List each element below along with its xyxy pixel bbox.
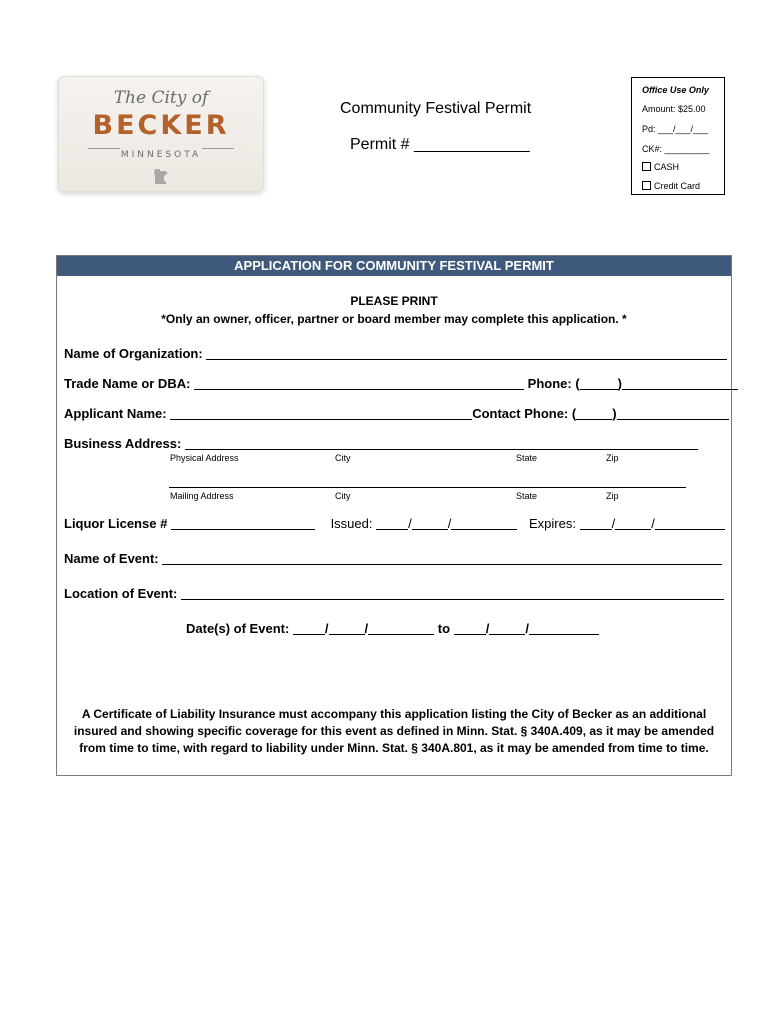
cash-label: CASH (654, 162, 680, 172)
business-address-row (64, 436, 698, 451)
zip-caption-2: Zip (606, 491, 619, 501)
minnesota-shape-icon (152, 168, 170, 186)
liquor-license-label: Liquor License # (64, 516, 168, 531)
event-dates-label: Date(s) of Event: (186, 621, 290, 636)
mailing-address-input[interactable] (169, 487, 686, 488)
expires-slash-1: / (611, 516, 616, 531)
logo-rule-left (88, 148, 120, 149)
business-address-label: Business Address: (64, 436, 182, 451)
expires-month-input[interactable] (580, 516, 612, 530)
office-check-number: CK#: _________ (642, 144, 710, 154)
state-caption: State (516, 453, 538, 463)
expires-slash-2: / (651, 516, 655, 531)
physical-address-input[interactable] (185, 436, 698, 450)
physical-address-caption: Physical Address (170, 453, 239, 463)
application-banner: APPLICATION FOR COMMUNITY FESTIVAL PERMIT (57, 256, 731, 276)
issued-slash-1: / (408, 516, 412, 531)
application-panel (56, 255, 732, 776)
cash-checkbox[interactable] (642, 162, 651, 171)
to-label: to (437, 621, 451, 636)
logo-script-line: The City of (113, 88, 209, 108)
page-title: Community Festival Permit (340, 100, 532, 117)
insurance-notice-line-2: insured and showing specific coverage for this event as defined in Minn. Stat. § 340A.409, as it may be amended (73, 724, 715, 738)
contact-phone-number-input[interactable] (617, 406, 729, 420)
insurance-notice-line-3: from time to time, with regard to liability under Minn. Stat. § 340A.801, as it may be amended from time to time. (79, 741, 709, 755)
event-location-row (64, 586, 724, 601)
contact-phone-label: Contact Phone: ( (472, 406, 577, 421)
event-name-row (64, 551, 722, 566)
office-credit-option[interactable] (642, 181, 700, 191)
office-cash-option[interactable] (642, 162, 679, 172)
start-month-input[interactable] (293, 621, 325, 635)
city-logo (58, 76, 264, 192)
start-slash-1: / (324, 621, 329, 636)
applicant-row (64, 406, 729, 421)
office-use-heading: Office Use Only (642, 85, 709, 95)
credit-card-checkbox[interactable] (642, 181, 651, 190)
office-use-box (631, 77, 725, 195)
liquor-license-input[interactable] (171, 516, 315, 530)
start-day-input[interactable] (329, 621, 365, 635)
dba-label: Trade Name or DBA: (64, 376, 191, 391)
event-location-input[interactable] (181, 586, 724, 600)
phone-number-input[interactable] (622, 376, 738, 390)
end-slash-1: / (485, 621, 490, 636)
city-caption-2: City (335, 491, 351, 501)
office-amount: Amount: $25.00 (642, 104, 706, 114)
end-slash-2: / (525, 621, 529, 636)
start-slash-2: / (364, 621, 369, 636)
applicant-input[interactable] (170, 406, 472, 420)
event-name-input[interactable] (162, 551, 722, 565)
expires-label: Expires: (528, 516, 576, 531)
issued-year-input[interactable] (451, 516, 517, 530)
issued-day-input[interactable] (412, 516, 448, 530)
dba-input[interactable] (194, 376, 524, 390)
credit-card-label: Credit Card (654, 181, 701, 191)
organization-row (64, 346, 727, 361)
organization-input[interactable] (206, 346, 727, 360)
logo-rule-right (202, 148, 234, 149)
applicant-label: Applicant Name: (64, 406, 167, 421)
end-month-input[interactable] (454, 621, 486, 635)
logo-main-word: BECKER (92, 110, 230, 141)
contact-phone-area-input[interactable] (576, 406, 612, 420)
issued-label: Issued: (330, 516, 373, 531)
zip-caption: Zip (606, 453, 619, 463)
permit-number-field[interactable]: Permit # _____________ (350, 136, 530, 153)
dba-row (64, 376, 738, 391)
mailing-address-caption: Mailing Address (170, 491, 234, 501)
office-paid-date: Pd: ___/___/___ (642, 124, 709, 134)
issued-month-input[interactable] (376, 516, 408, 530)
phone-label: Phone: ( (527, 376, 580, 391)
logo-state-line: MINNESOTA (120, 150, 202, 160)
city-caption: City (335, 453, 351, 463)
event-location-label: Location of Event: (64, 586, 178, 601)
start-year-input[interactable] (368, 621, 434, 635)
phone-area-input[interactable] (580, 376, 618, 390)
completion-notice: *Only an owner, officer, partner or board member may complete this application. * (161, 312, 627, 326)
contact-phone-close-paren: ) (612, 406, 617, 421)
expires-day-input[interactable] (615, 516, 651, 530)
organization-label: Name of Organization: (64, 346, 203, 361)
issued-slash-2: / (447, 516, 452, 531)
please-print: PLEASE PRINT (350, 294, 438, 308)
event-dates-row (186, 621, 599, 636)
expires-year-input[interactable] (655, 516, 725, 530)
state-caption-2: State (516, 491, 538, 501)
phone-close-paren: ) (617, 376, 623, 391)
event-name-label: Name of Event: (64, 551, 159, 566)
insurance-notice-line-1: A Certificate of Liability Insurance must accompany this application listing the City of Becker as an additional (81, 707, 707, 721)
end-year-input[interactable] (529, 621, 599, 635)
end-day-input[interactable] (489, 621, 525, 635)
liquor-license-row (64, 516, 725, 531)
